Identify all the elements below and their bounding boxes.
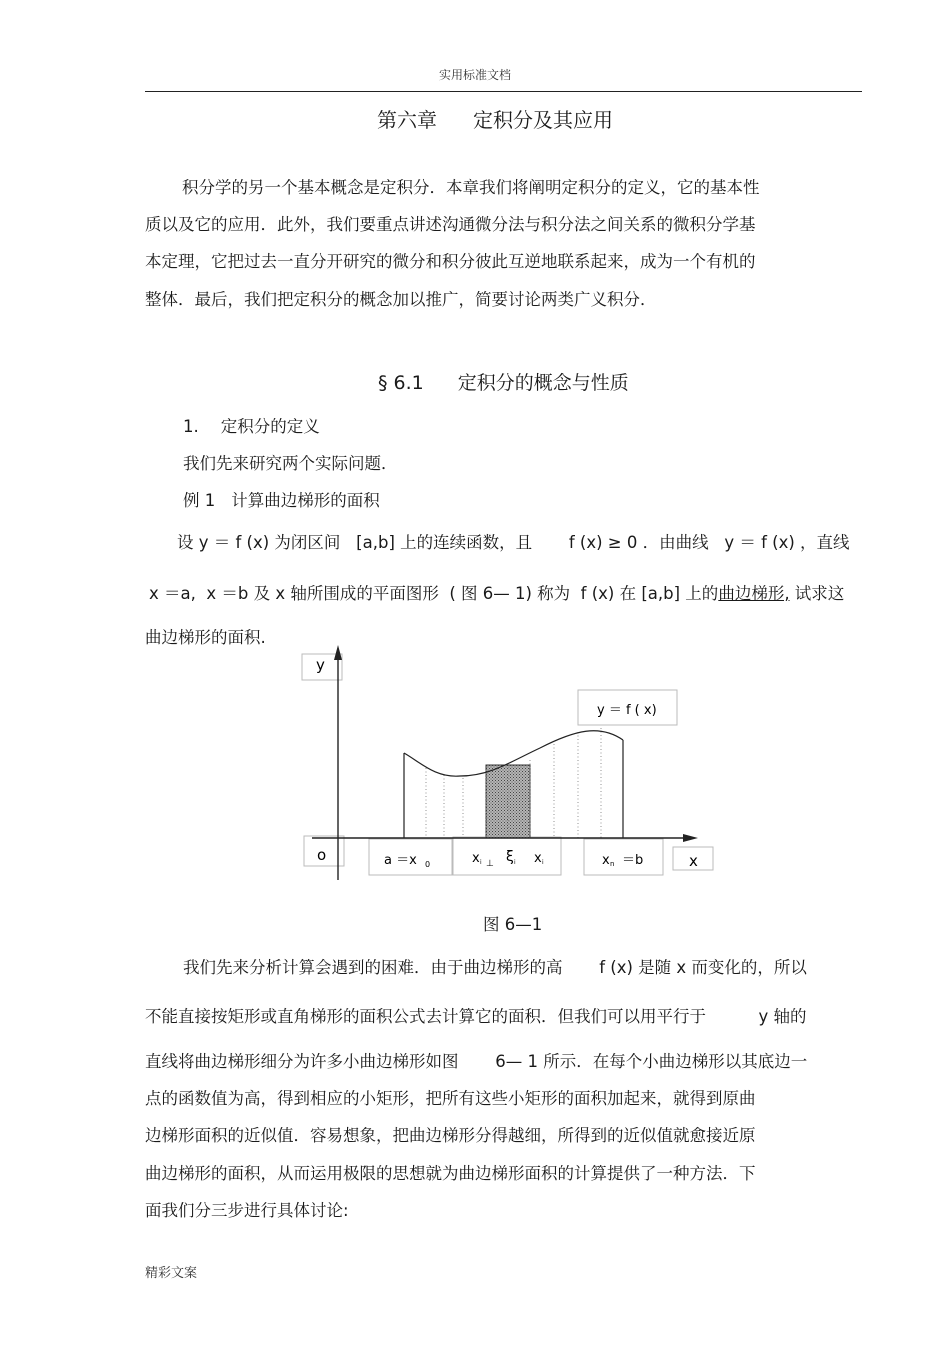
- subsection-number: 1.: [183, 417, 199, 436]
- label-xi: ξ: [506, 849, 514, 865]
- problem-line-2-tail: 试求这: [789, 584, 845, 603]
- label-xn-sub: n: [610, 860, 615, 868]
- curve-label: y ＝ f ( x): [597, 703, 657, 718]
- problem-line-3: 曲边梯形的面积.: [145, 628, 266, 647]
- chapter-number: 第六章: [377, 108, 437, 132]
- chapter-name: 定积分及其应用: [473, 108, 613, 132]
- page-footer: 精彩文案: [145, 1266, 198, 1281]
- x-axis-arrow: [683, 834, 698, 842]
- intro-line-1: 积分学的另一个基本概念是定积分．本章我们将阐明定积分的定义，它的基本性: [182, 178, 760, 197]
- intro-line-2: 质以及它的应用．此外，我们要重点讲述沟通微分法与积分法之间关系的微积分学基: [145, 215, 756, 234]
- label-xn: x: [602, 853, 610, 868]
- example-label: 例 1: [183, 491, 216, 510]
- example-title: 计算曲边梯形的面积: [231, 491, 380, 510]
- origin-label: o: [317, 846, 327, 864]
- x-axis-label: x: [689, 852, 698, 870]
- subsection-name: 定积分的定义: [220, 417, 320, 436]
- section-name: 定积分的概念与性质: [457, 372, 629, 394]
- y-axis-label: y: [316, 656, 325, 674]
- label-b: ＝b: [622, 853, 644, 868]
- body-line-2: 不能直接按矩形或直角梯形的面积公式去计算它的面积．但我们可以用平行于 y 轴的: [145, 1007, 807, 1026]
- intro-line-3: 本定理，它把过去一直分开研究的微分和积分彼此互逆地联系起来，成为一个有机的: [145, 252, 756, 271]
- label-a-x0: a ＝x: [384, 853, 417, 868]
- body-line-4: 点的函数值为高，得到相应的小矩形，把所有这些小矩形的面积加起来，就得到原曲: [145, 1089, 756, 1108]
- body-line-7: 面我们分三步进行具体讨论:: [145, 1201, 349, 1220]
- section-number: § 6.1: [378, 372, 424, 394]
- label-x-i-minus-1: x: [472, 851, 480, 866]
- figure-caption: 图 6—1: [483, 915, 543, 934]
- body-line-6: 曲边梯形的面积，从而运用极限的思想就为曲边梯形面积的计算提供了一种方法．下: [145, 1164, 756, 1183]
- label-a-x0-sub: 0: [425, 860, 431, 869]
- body-line-3: 直线将曲边梯形细分为许多小曲边梯形如图 6— 1 所示．在每个小曲边梯形以其底边一: [145, 1052, 808, 1071]
- page-header: 实用标准文档: [438, 68, 511, 82]
- label-x-i-minus-1-mark: ⊥: [486, 859, 494, 869]
- problem-line-2-text: x ＝a, x ＝b 及 x 轴所围成的平面图形 ( 图 6— 1) 称为 f (x) 在 [a,b] 上的: [149, 584, 719, 603]
- y-axis-arrow: [334, 645, 342, 660]
- body-line-5: 边梯形面积的近似值．容易想象，把曲边梯形分得越细，所得到的近似值就愈接近原: [145, 1126, 756, 1145]
- body-line-1: 我们先来分析计算会遇到的困难．由于曲边梯形的高 f (x) 是随 x 而变化的，所以: [183, 958, 807, 977]
- label-xi-sub: i: [514, 859, 516, 866]
- label-x-i: x: [534, 851, 542, 866]
- intro-line-4: 整体．最后，我们把定积分的概念加以推广，简要讨论两类广义积分．: [145, 290, 657, 309]
- term-curved-trapezoid: 曲边梯形,: [718, 584, 790, 603]
- lead-text: 我们先来研究两个实际问题．: [183, 454, 398, 473]
- label-x-i-sub: i: [542, 859, 544, 866]
- problem-line-1: 设 y ＝ f (x) 为闭区间 [a,b] 上的连续函数，且 f (x) ≥ 0 ．由曲线 y ＝ f (x) ，直线: [177, 533, 850, 552]
- label-x-i-minus-1-sub: i: [480, 859, 482, 866]
